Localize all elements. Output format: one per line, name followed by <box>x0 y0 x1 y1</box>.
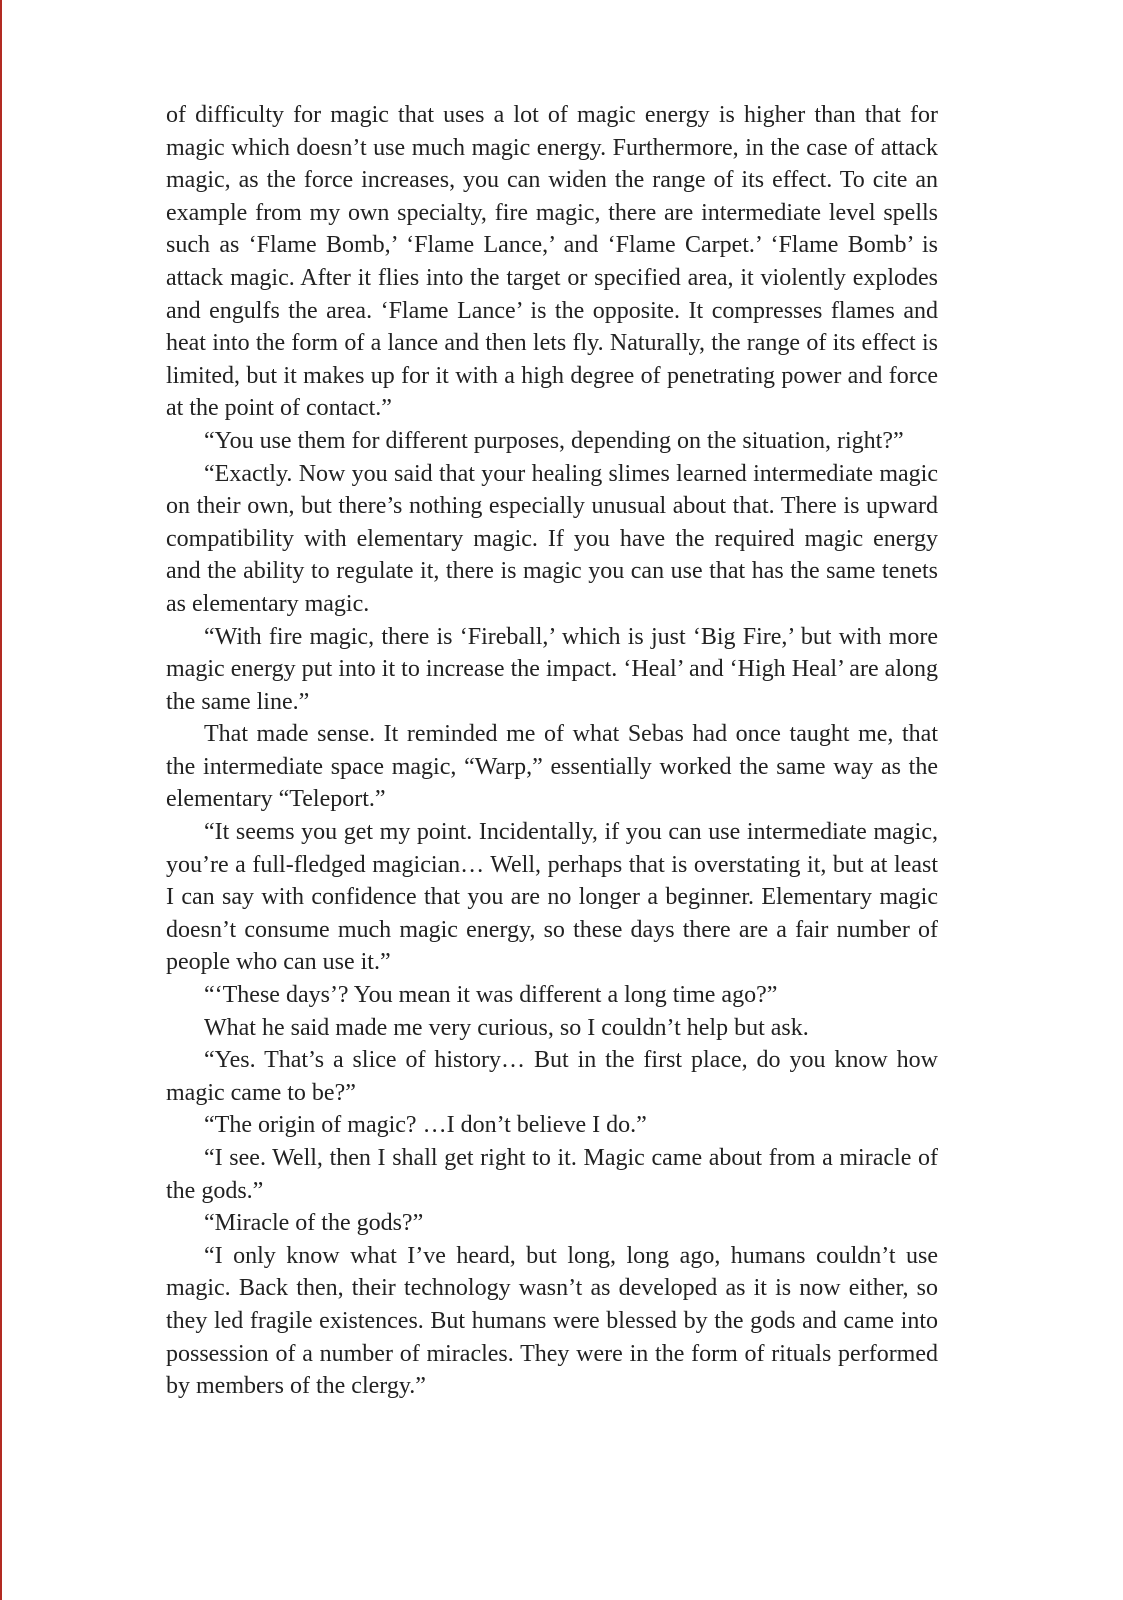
book-page-text <box>166 99 938 1403</box>
paragraph: “I see. Well, then I shall get right to it. Magic came about from a miracle of the gods.” <box>166 1145 938 1204</box>
paragraph: “You use them for different purposes, depending on the situation, right?” <box>204 427 904 454</box>
paragraph: What he said made me very curious, so I couldn’t help but ask. <box>204 1014 809 1041</box>
paragraph: “‘These days’? You mean it was different a long time ago?” <box>204 982 778 1009</box>
paragraph: “The origin of magic? …I don’t believe I do.” <box>204 1112 647 1139</box>
paragraph: “I only know what I’ve heard, but long, long ago, humans couldn’t use magic. Back then, their technology wasn’t as developed as it is now either, so they led fragile existences. But humans were blessed by the gods and came into possession of a number of miracles. They were in the form of rituals performed by members of the clergy.” <box>166 1242 938 1400</box>
page-edge-line <box>0 0 2 1600</box>
paragraph: of difficulty for magic that uses a lot of magic energy is higher than that for magic which doesn’t use much magic energy. Furthermore, in the case of attack magic, as the force increases, you can widen the range of its effect. To cite an example from my own specialty, fire magic, there are intermediate level spells such as ‘Flame Bomb,’ ‘Flame Lance,’ and ‘Flame Carpet.’ ‘Flame Bomb’ is attack magic. After it flies into the target or specified area, it violently explodes and engulfs the area. ‘Flame Lance’ is the opposite. It compresses flames and heat into the form of a lance and then lets fly. Naturally, the range of its effect is limited, but it makes up for it with a high degree of penetrating power and force at the point of contact.” <box>166 102 938 422</box>
paragraph: “Miracle of the gods?” <box>204 1210 424 1237</box>
paragraph: “Exactly. Now you said that your healing slimes learned intermediate magic on their own, but there’s nothing especially unusual about that. There is upward compatibility with elementary magic. If you have the required magic energy and the ability to regulate it, there is magic you can use that has the same tenets as elementary magic. <box>166 460 938 617</box>
paragraph: “Yes. That’s a slice of history… But in the first place, do you know how magic came to be?” <box>166 1047 938 1106</box>
paragraph: “With fire magic, there is ‘Fireball,’ which is just ‘Big Fire,’ but with more magic energy put into it to increase the impact. ‘Heal’ and ‘High Heal’ are along the same line.” <box>166 623 938 715</box>
paragraph: “It seems you get my point. Incidentally, if you can use intermediate magic, you’re a full-fledged magician… Well, perhaps that is overstating it, but at least I can say with confidence that you are no longer a beginner. Elementary magic doesn’t consume much magic energy, so these days there are a fair number of people who can use it.” <box>166 819 938 976</box>
paragraph: That made sense. It reminded me of what Sebas had once taught me, that the intermediate space magic, “Warp,” essentially worked the same way as the elementary “Teleport.” <box>166 721 938 813</box>
